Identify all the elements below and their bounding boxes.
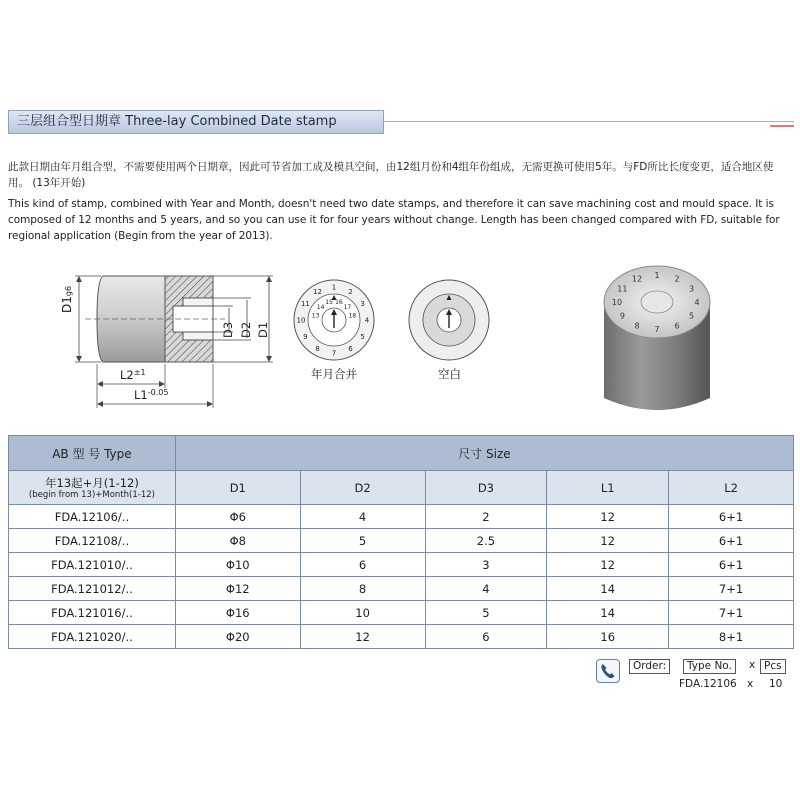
d1-tolerance: g6 — [64, 285, 73, 297]
photo-number-5: 5 — [689, 311, 695, 321]
photo-number-2: 2 — [674, 274, 680, 284]
dial-year-18: 18 — [348, 312, 357, 320]
dial-month-7: 7 — [331, 349, 337, 358]
cell-l2: 7+1 — [669, 601, 794, 625]
dial-blank — [407, 278, 491, 362]
photo-number-9: 9 — [619, 311, 625, 321]
cell-l2: 6+1 — [669, 553, 794, 577]
cell-type: FDA.12108/.. — [9, 529, 176, 553]
spec-table — [8, 435, 794, 649]
col-header-l2: L2 — [669, 471, 794, 505]
dial-month-6: 6 — [348, 345, 353, 354]
photo-number-10: 10 — [611, 298, 623, 307]
l1-tolerance: -0.05 — [147, 388, 169, 397]
cell-d2: 10 — [300, 601, 425, 625]
dial-month-5: 5 — [360, 333, 365, 341]
type-header: AB 型 号 Type — [9, 436, 176, 471]
cell-d1: Φ6 — [175, 505, 300, 529]
cell-d1: Φ20 — [175, 625, 300, 649]
cell-d2: 8 — [300, 577, 425, 601]
type-subheader-line1: 年13起+月(1-12) — [45, 475, 139, 490]
d1-right-label: D1 — [256, 321, 270, 338]
dial-year-15: 15 — [325, 299, 333, 307]
dial-month-3: 3 — [360, 300, 365, 308]
cell-l1: 12 — [547, 553, 669, 577]
cell-d2: 12 — [300, 625, 425, 649]
photo-number-8: 8 — [634, 321, 640, 331]
dial-month-2: 2 — [348, 287, 353, 296]
cell-d3: 6 — [425, 625, 547, 649]
cell-type: FDA.121020/.. — [9, 625, 176, 649]
example-type: FDA.12106 — [679, 678, 737, 690]
d3-label: D3 — [221, 321, 235, 338]
title-accent — [770, 125, 794, 127]
dial-month-11: 11 — [300, 300, 310, 308]
cell-l2: 6+1 — [669, 529, 794, 553]
l1-label: L1 — [134, 388, 148, 402]
table-row — [9, 625, 794, 649]
product-photo — [600, 262, 714, 418]
cell-d2: 5 — [300, 529, 425, 553]
cell-l1: 16 — [547, 625, 669, 649]
photo-number-7: 7 — [654, 325, 660, 334]
table-row — [9, 505, 794, 529]
cell-d3: 5 — [425, 601, 547, 625]
table-row — [9, 601, 794, 625]
photo-number-4: 4 — [694, 298, 700, 307]
col-header-d3: D3 — [425, 471, 547, 505]
table-row — [9, 577, 794, 601]
l2-tolerance: ±1 — [133, 368, 146, 377]
d2-label: D2 — [239, 321, 253, 338]
cell-d3: 2.5 — [425, 529, 547, 553]
description-english: This kind of stamp, combined with Year and Month, doesn't need two date stamps, and therefore it can save machining cost and mould space. It is composed of 12 months and 5 years, and so you can use it for four years without change. Length has been changed compared with FD, suitable for regional application (Begin from the year of 2013). — [8, 198, 780, 242]
phone-icon — [596, 659, 620, 683]
cell-l1: 12 — [547, 505, 669, 529]
cell-type: FDA.12106/.. — [9, 505, 176, 529]
cell-d3: 2 — [425, 505, 547, 529]
d1-label: D1 — [60, 296, 74, 313]
dial-month-4: 4 — [364, 316, 370, 325]
type-subheader-line2: (begin from 13)+Month(1-12) — [28, 489, 155, 500]
photo-number-3: 3 — [689, 284, 695, 294]
cell-d1: Φ16 — [175, 601, 300, 625]
cell-l2: 6+1 — [669, 505, 794, 529]
cell-l1: 14 — [547, 601, 669, 625]
cell-l2: 8+1 — [669, 625, 794, 649]
dial-year-17: 17 — [343, 304, 352, 312]
description-chinese: 此款日期由年月组合型，不需要使用两个日期章，因此可节省加工成及模具空间，由12组月份和4组年份组成，无需更换可使用5年。与FD所比长度变更，适合地区使用。 (13年开始) — [8, 161, 774, 189]
l2-label: L2 — [120, 368, 134, 382]
section-title: 三层组合型日期章 Three-lay Combined Date stamp — [8, 110, 384, 134]
order-label: Order: — [629, 659, 670, 674]
photo-number-6: 6 — [674, 321, 680, 331]
dial1-caption: 年月合并 — [311, 367, 357, 381]
photo-number-11: 11 — [617, 284, 628, 294]
table-row — [9, 553, 794, 577]
cell-d3: 4 — [425, 577, 547, 601]
size-header: 尺寸 Size — [175, 436, 793, 471]
table-row — [9, 529, 794, 553]
cell-type: FDA.121010/.. — [9, 553, 176, 577]
example-qty: 10 — [769, 678, 783, 690]
cell-type: FDA.121016/.. — [9, 601, 176, 625]
cell-d3: 3 — [425, 553, 547, 577]
cell-type: FDA.121012/.. — [9, 577, 176, 601]
photo-number-12: 12 — [631, 274, 643, 284]
cell-d2: 6 — [300, 553, 425, 577]
dial-month-8: 8 — [315, 345, 320, 354]
cell-l2: 7+1 — [669, 577, 794, 601]
col-header-d2: D2 — [300, 471, 425, 505]
dial2-caption: 空白 — [438, 367, 461, 381]
dial-year-14: 14 — [316, 304, 325, 312]
photo-number-1: 1 — [654, 271, 660, 280]
dial-year-16: 16 — [335, 299, 343, 307]
dial-month-12: 12 — [313, 287, 322, 296]
type-no-box: Type No. — [683, 659, 736, 674]
dial-month-1: 1 — [331, 283, 337, 292]
example-times: x — [747, 678, 754, 690]
dial-year-month — [292, 278, 376, 362]
cell-d1: Φ12 — [175, 577, 300, 601]
cell-l1: 14 — [547, 577, 669, 601]
col-header-d1: D1 — [175, 471, 300, 505]
cell-l1: 12 — [547, 529, 669, 553]
type-subheader — [9, 471, 176, 505]
col-header-l1: L1 — [547, 471, 669, 505]
cell-d1: Φ8 — [175, 529, 300, 553]
cell-d1: Φ10 — [175, 553, 300, 577]
dial-month-10: 10 — [296, 316, 306, 325]
cell-d2: 4 — [300, 505, 425, 529]
order-times: x — [749, 659, 756, 671]
dial-month-9: 9 — [303, 333, 308, 341]
dial-year-13: 13 — [311, 312, 320, 320]
pcs-box: Pcs — [760, 659, 786, 674]
